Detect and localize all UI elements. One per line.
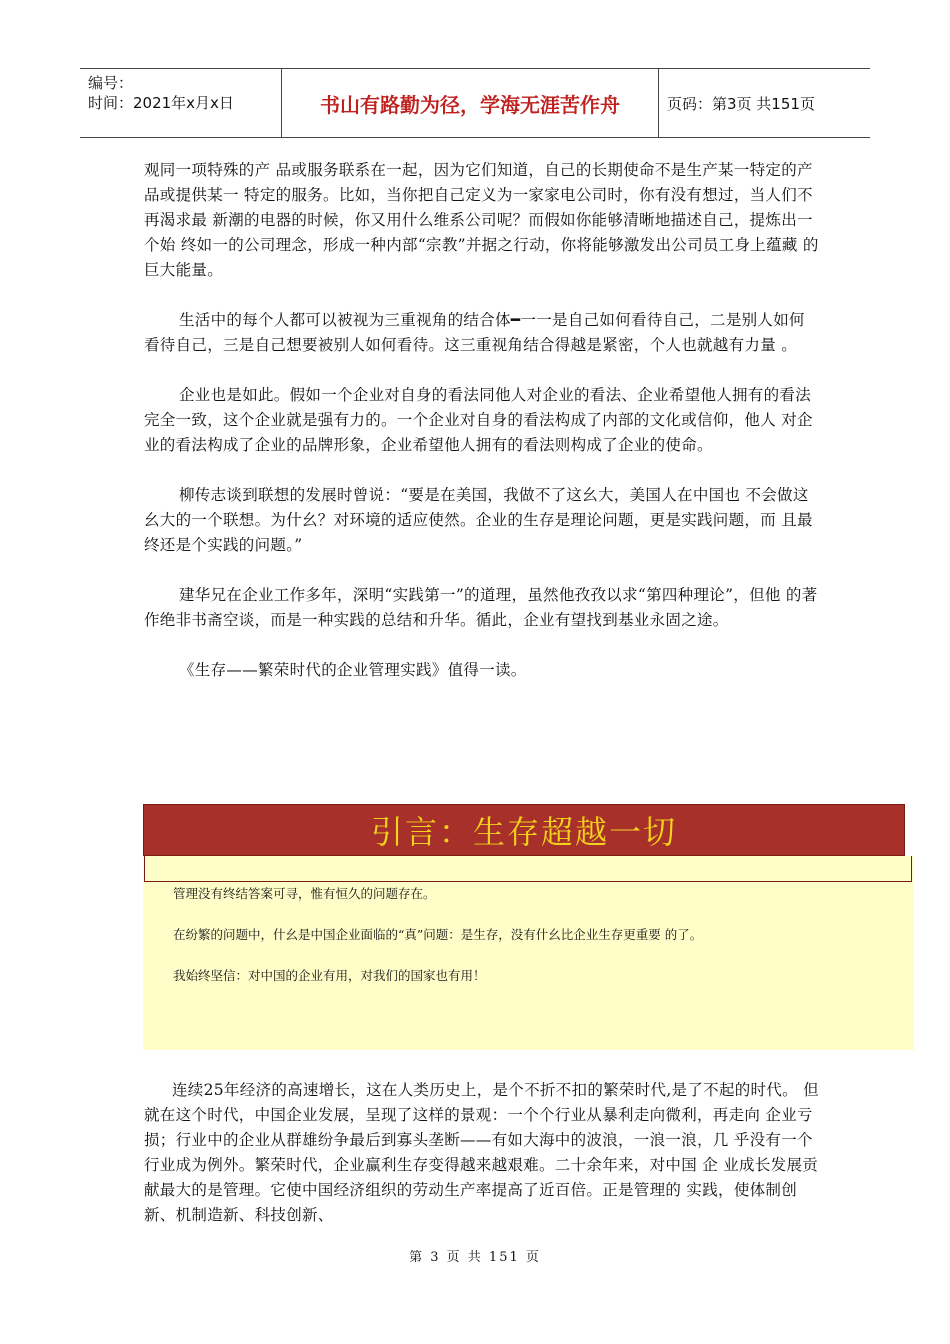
body-section-bottom bbox=[144, 1078, 820, 1228]
paragraph: 柳传志谈到联想的发展时曾说：“要是在美国，我做不了这幺大，美国人在中国也 不会做这 幺大的一个联想。为什幺？对环境的适应使然。企业的生存是理论问题，更是实践问题，而 且最终还是个实践的问题。” bbox=[144, 486, 813, 554]
intro-banner bbox=[143, 804, 905, 856]
body-section-top bbox=[144, 158, 820, 683]
paragraph: 连续25年经济的高速增长，这在人类历史上，是个不折不扣的繁荣时代,是了不起的时代。 但就在这个时代，中国企业发展，呈现了这样的景观：一个个行业从暴利走向微利，再走向 企业亏损；行业中的企业从群雄纷争最后到寡头垄断——有如大海中的波浪，一浪一浪，几 乎没有一个行业成为例外。繁荣时代，企业赢利生存变得越来越艰难。二十余年来，对中国 企 业成长发展贡献最大的是管理。它使中国经济组织的劳动生产率提高了近百倍。正是管理的 实践，使体制创新、机制造新、科技创新、 bbox=[144, 1081, 819, 1224]
header-page-info: 页码：第3页 共151页 bbox=[667, 94, 815, 113]
quote-box-frame bbox=[144, 856, 912, 882]
intro-quote: 我始终坚信：对中国的企业有用，对我们的国家也有用！ bbox=[173, 968, 486, 983]
page-footer: 第 3 页 共 151 页 bbox=[409, 1250, 541, 1265]
intro-quote-box bbox=[143, 856, 914, 1050]
intro-quotes bbox=[173, 886, 702, 1009]
page-header bbox=[80, 68, 870, 138]
paragraph: 观同一项特殊的产 品或服务联系在一起，因为它们知道，自己的长期使命不是生产某一特定的产品或提供某一 特定的服务。比如，当你把自己定义为一家家电公司时，你有没有想过，当人们不再渴求最 新潮的电器的时候，你又用什么维系公司呢？而假如你能够清晰地描述自己，提炼出一个始 终如一的公司理念，形成一种内部“宗教”并据之行动，你将能够激发出公司员工身上蕴藏 的巨大能量。 bbox=[144, 161, 819, 279]
paragraph: 《生存——繁荣时代的企业管理实践》值得一读。 bbox=[179, 661, 527, 679]
serial-label: 编号： bbox=[88, 74, 134, 92]
intro-quote: 管理没有终结答案可寻，惟有恒久的问题存在。 bbox=[173, 886, 436, 901]
paragraph: 生活中的每个人都可以被视为三重视角的结合体━一一是自己如何看待自己，二是别人如何 看待自己，三是自己想要被别人如何看待。这三重视角结合得越是紧密，个人也就越有力量 。 bbox=[144, 311, 805, 354]
header-meta bbox=[80, 69, 282, 137]
intro-quote: 在纷繁的问题中，什幺是中国企业面临的“真”问题：是生存，没有什幺比企业生存更重要 的了。 bbox=[173, 927, 703, 942]
paragraph: 建华兄在企业工作多年，深明“实践第一”的道理，虽然他孜孜以求“第四种理论”，但他 的著作绝非书斋空谈，而是一种实践的总结和升华。循此，企业有望找到基业永固之途。 bbox=[144, 586, 818, 629]
date-label: 时间：2021年x月x日 bbox=[88, 94, 234, 112]
intro-title: 引言：生存超越一切 bbox=[370, 813, 677, 851]
header-motto: 书山有路勤为径，学海无涯苦作舟 bbox=[282, 69, 659, 137]
paragraph: 企业也是如此。假如一个企业对自身的看法同他人对企业的看法、企业希望他人拥有的看法 完全一致，这个企业就是强有力的。一个企业对自身的看法构成了内部的文化或信仰，他人 对企业的看法构成了企业的品牌形象，企业希望他人拥有的看法则构成了企业的使命。 bbox=[144, 386, 813, 454]
